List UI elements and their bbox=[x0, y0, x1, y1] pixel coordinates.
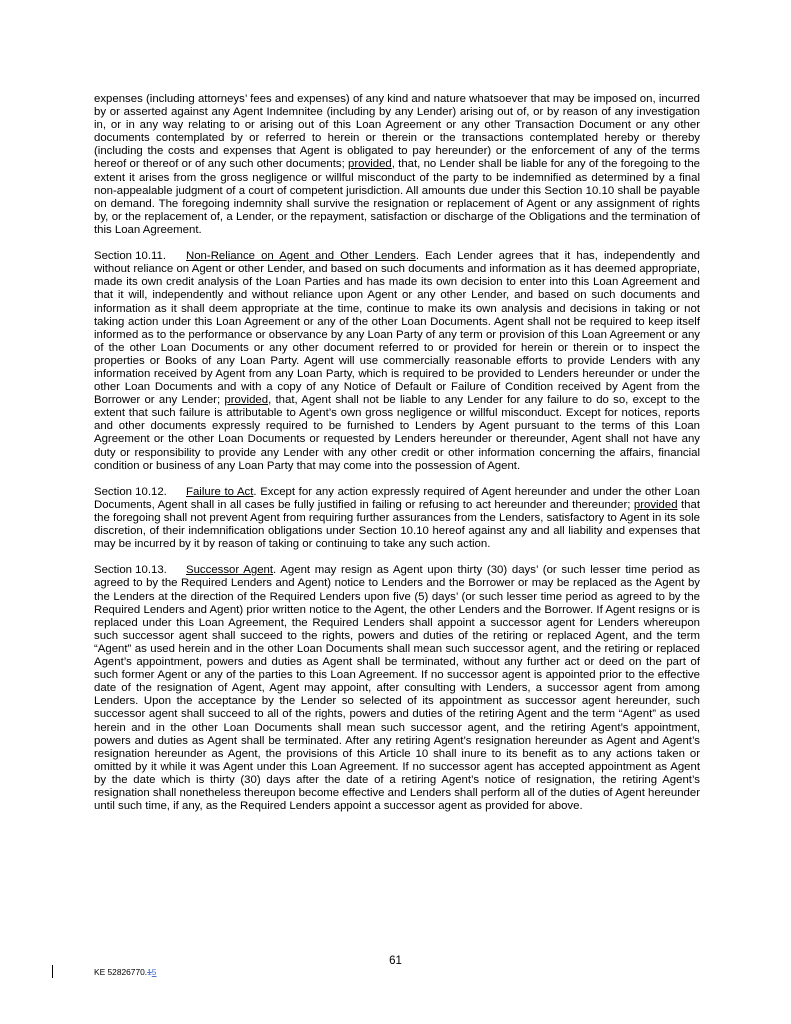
paragraph-indemnity-continuation bbox=[94, 93, 700, 237]
section-number: Section 10.12. bbox=[94, 485, 167, 498]
paragraph-text: expenses (including attorneys’ fees and expenses) of any kind and nature whatsoever that may be imposed on, incurred by or asserted against any Agent Indemnitee (including by any Lender) arising out of, or by reason of any investigation in, or in any way relating to or arising out of this Loan Agreement or any other Transaction Document or any other documents contemplated by or referred to herein or therein or the transactions contemplated hereby or thereby (including the costs and expenses that Agent is obligated to pay hereunder) or the enforcement of any of the terms hereof or thereof or of any such other documents; bbox=[94, 93, 700, 171]
section-number: Section 10.13. bbox=[94, 564, 167, 577]
change-bar bbox=[52, 965, 53, 978]
footer-document-id bbox=[94, 967, 156, 977]
underlined-text: Failure to Act bbox=[186, 485, 254, 498]
underlined-text: Non-Reliance on Agent and Other Lenders bbox=[186, 250, 416, 263]
footer-inserted-version: 5 bbox=[151, 967, 157, 977]
underlined-text: provided bbox=[348, 158, 392, 171]
section-10-13 bbox=[94, 564, 700, 813]
underlined-text: Successor Agent bbox=[186, 564, 274, 577]
paragraph-text: . Except for any action expressly required of Agent hereunder and under the other Loan Documents, Agent shall in all cases be fully justified in failing or refusing to act hereunder and thereunder; bbox=[94, 485, 700, 511]
underlined-text: provided bbox=[224, 394, 269, 407]
paragraph-text: . Agent may resign as Agent upon thirty (30) days’ (or such lesser time period as agreed to by the Required Lenders and Agent) notice to Lenders and the Borrower or may be replaced as the Agent by the Lenders at the direction of the Required Lenders upon five (5) days’ (or such lesser time period as agreed to by the Required Lenders and Agent) prior written notice to the Agent, the other Lenders and the Borrower. If Agent resigns or is replaced under this Loan Agreement, the Required Lenders shall appoint a successor agent for Lenders whereupon such successor agent shall succeed to the rights, powers and duties of the retiring or replaced Agent, and the term “Agent” as used herein and in the other Loan Documents shall mean such successor agent, and the retiring or replaced Agent’s appointment, powers and duties as Agent shall be terminated, without any further act or deed on the part of such former Agent or any of the parties to this Loan Agreement. If no successor agent is appointed prior to the effective date of the resignation of Agent, Agent may appoint, after consulting with Lenders, a successor agent from among Lenders. Upon the acceptance by the Lender so selected of its appointment as successor agent hereunder, such successor agent shall succeed to all of the rights, powers and duties of the retiring Agent and the term “Agent” as used herein and in the other Loan Documents shall mean such successor agent, and the retiring Agent’s appointment, powers and duties as Agent shall be terminated. After any retiring Agent’s resignation hereunder as Agent and Agent’s resignation hereunder as Agent, the provisions of this Article 10 shall inure to its benefit as to any actions taken or omitted by it while it was Agent under this Loan Agreement. If no successor agent has accepted appointment as Agent by the date which is thirty (30) days after the date of a retiring Agent’s notice of resignation, the retiring Agent’s resignation shall nonetheless thereupon become effective and Lenders shall perform all of the duties of Agent hereunder until such time, if any, as the Required Lenders appoint a successor agent as provided for above. bbox=[94, 564, 700, 813]
paragraph-text: that the foregoing shall not prevent Agent from requiring further assurances from the Lenders, satisfactory to Agent in its sole discretion, of their indemnification obligations under Section 10.10 hereof against any and all liability and expenses that may be incurred by it by reason of taking or continuing to take any such action. bbox=[94, 498, 700, 551]
paragraph-text: . Each Lender agrees that it has, independently and without reliance on Agent or other Lender, and based on such documents and information as it has deemed appropriate, made its own credit analysis of the Loan Parties and has made its own decision to enter into this Loan Agreement and that it will, independently and without reliance upon Agent or any other Lender, and based on such documents and information as it shall deem appropriate at the time, continue to make its own analysis and decisions in taking or not taking action under this Loan Agreement or any of the other Loan Documents. Agent shall not be required to keep itself informed as to the performance or observance by any Loan Party of any term or provision of this Loan Agreement or any of the other Loan Documents or any other document referred to or provided for herein or therein or to inspect the properties or Books of any Loan Party. Agent will use commercially reasonable efforts to provide Lenders with any information received by Agent from any Loan Party, which is required to be provided to Lenders hereunder or under the other Loan Documents and with a copy of any Notice of Default or Failure of Condition received by Agent from the Borrower or any Lender; bbox=[94, 250, 700, 407]
footer-deleted-version: 1 bbox=[147, 967, 152, 977]
paragraph-text: , that, no Lender shall be liable for any of the foregoing to the extent it arises from the gross negligence or willful misconduct of the party to be indemnified as determined by a final non-appealable judgment of a court of competent jurisdiction. All amounts due under this Section 10.10 shall be payable on demand. The foregoing indemnity shall survive the resignation or replacement of Agent or any assignment of rights by, or the replacement of, a Lender, or the repayment, satisfaction or discharge of the Obligations and the termination of this Loan Agreement. bbox=[94, 158, 700, 236]
document-body bbox=[94, 93, 700, 826]
section-10-11 bbox=[94, 250, 700, 473]
footer-doc-id-base: KE 52826770. bbox=[94, 967, 148, 977]
underlined-text: provided bbox=[633, 498, 678, 511]
page-number: 61 bbox=[389, 955, 402, 967]
section-number: Section 10.11. bbox=[94, 250, 166, 263]
paragraph-text: , that, Agent shall not be liable to any Lender for any failure to do so, except to the extent that such failure is attributable to Agent’s own gross negligence or willful misconduct. Except for notices, reports and other documents expressly required to be furnished to Lenders by Agent pursuant to the terms of this Loan Agreement or the other Loan Documents or requested by Lenders hereunder or thereunder, Agent shall not have any duty or responsibility to provide any Lender with any other credit or other information concerning the affairs, financial condition or business of any Loan Party that may come into the possession of Agent. bbox=[94, 394, 700, 472]
section-10-12 bbox=[94, 486, 700, 551]
